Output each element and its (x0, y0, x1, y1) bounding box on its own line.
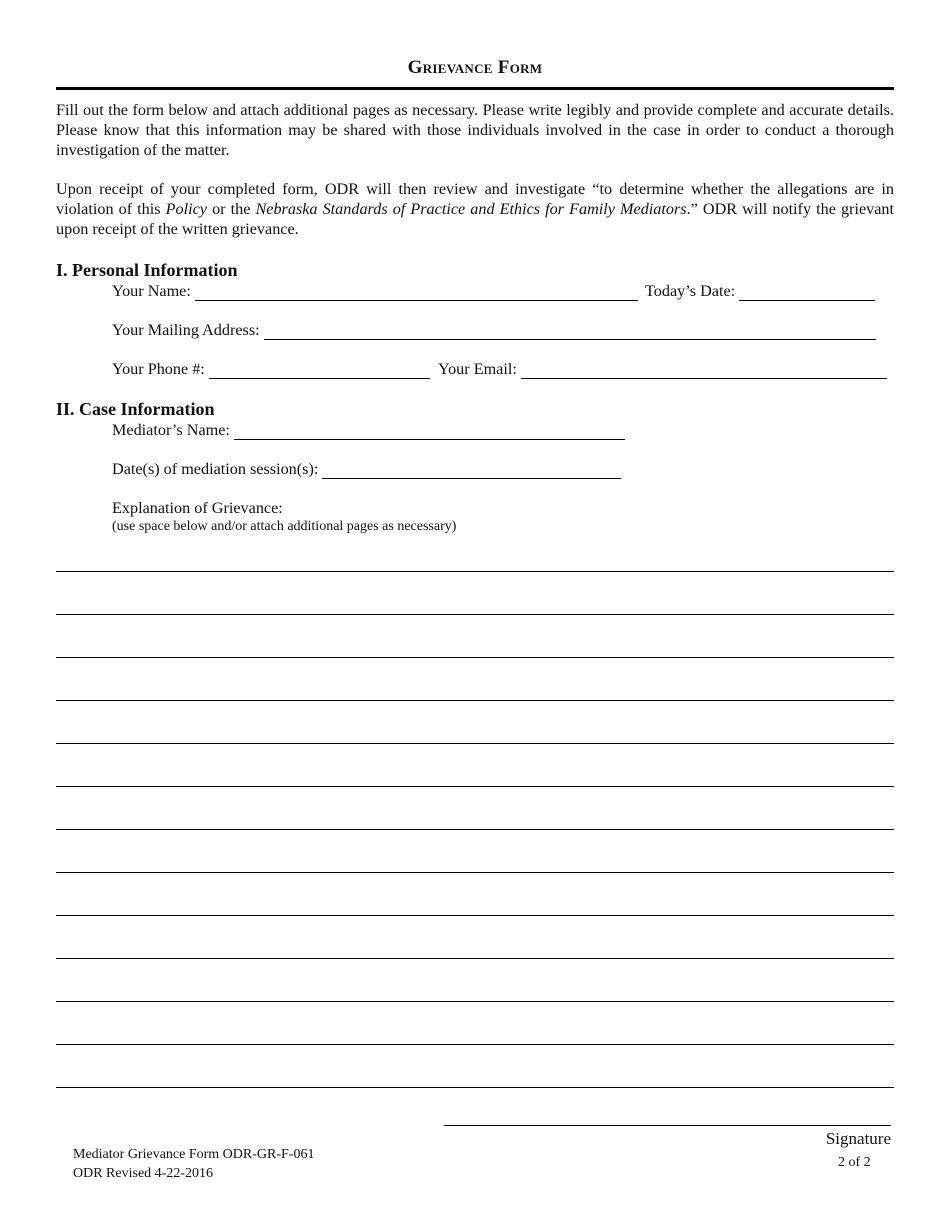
explanation-line[interactable] (56, 915, 894, 916)
intro-p2-text-2: or the (207, 200, 256, 218)
intro-paragraph-2 (56, 179, 894, 239)
todays-date-field[interactable] (645, 281, 875, 301)
page-number: 2 of 2 (838, 1155, 871, 1170)
signature-label: Signature (825, 1129, 891, 1148)
explanation-line[interactable] (56, 657, 894, 658)
your-name-label: Your Name: (112, 282, 191, 300)
policy-term: Policy (165, 200, 207, 218)
intro-p2-text-3: .” ODR will notify the grievant upon receipt of the written grievance. (56, 200, 894, 238)
email-blank[interactable] (521, 363, 887, 379)
explanation-line[interactable] (56, 571, 894, 572)
explanation-line[interactable] (56, 1087, 894, 1088)
todays-date-blank[interactable] (739, 285, 875, 301)
your-name-blank[interactable] (195, 285, 638, 301)
mailing-address-field[interactable] (112, 320, 876, 340)
session-dates-label: Date(s) of mediation session(s): (112, 460, 319, 478)
session-dates-field[interactable] (112, 459, 621, 479)
footer-form-id: Mediator Grievance Form ODR-GR-F-061 (73, 1147, 315, 1162)
signature-line[interactable] (444, 1125, 891, 1126)
email-field[interactable] (438, 359, 887, 379)
section-personal-information-heading: I. Personal Information (56, 260, 238, 280)
mailing-address-blank[interactable] (264, 324, 876, 340)
mailing-address-label: Your Mailing Address: (112, 321, 260, 339)
your-name-field[interactable] (112, 281, 638, 301)
page-title: Grievance Form (407, 57, 543, 78)
email-label: Your Email: (438, 360, 517, 378)
explanation-line[interactable] (56, 700, 894, 701)
explanation-line[interactable] (56, 786, 894, 787)
mediator-name-blank[interactable] (234, 424, 625, 440)
explanation-line[interactable] (56, 958, 894, 959)
mediator-name-label: Mediator’s Name: (112, 421, 230, 439)
explanation-note: (use space below and/or attach additional pages as necessary) (112, 519, 457, 534)
explanation-line[interactable] (56, 614, 894, 615)
standards-title: Nebraska Standards of Practice and Ethics for Family Mediators (255, 200, 687, 218)
mediator-name-field[interactable] (112, 420, 625, 440)
explanation-line[interactable] (56, 743, 894, 744)
explanation-label: Explanation of Grievance: (112, 499, 283, 517)
explanation-line[interactable] (56, 1001, 894, 1002)
phone-label: Your Phone #: (112, 360, 205, 378)
explanation-line[interactable] (56, 872, 894, 873)
explanation-line[interactable] (56, 1044, 894, 1045)
intro-p2-text-1: Upon receipt of your completed form, ODR will then review and investigate “to determine whether the allegations are in violation of this (56, 180, 894, 218)
phone-blank[interactable] (209, 363, 430, 379)
title-divider (56, 87, 894, 90)
footer-revised-date: ODR Revised 4-22-2016 (73, 1166, 213, 1181)
phone-field[interactable] (112, 359, 430, 379)
todays-date-label: Today’s Date: (645, 282, 736, 300)
session-dates-blank[interactable] (322, 463, 621, 479)
intro-paragraph-1: Fill out the form below and attach additional pages as necessary. Please write legibly and provide complete and accurate details. Please know that this information may be shared with those individuals involved in the case in order to conduct a thorough investigation of the matter. (56, 101, 894, 159)
explanation-line[interactable] (56, 829, 894, 830)
section-case-information-heading: II. Case Information (56, 399, 215, 419)
